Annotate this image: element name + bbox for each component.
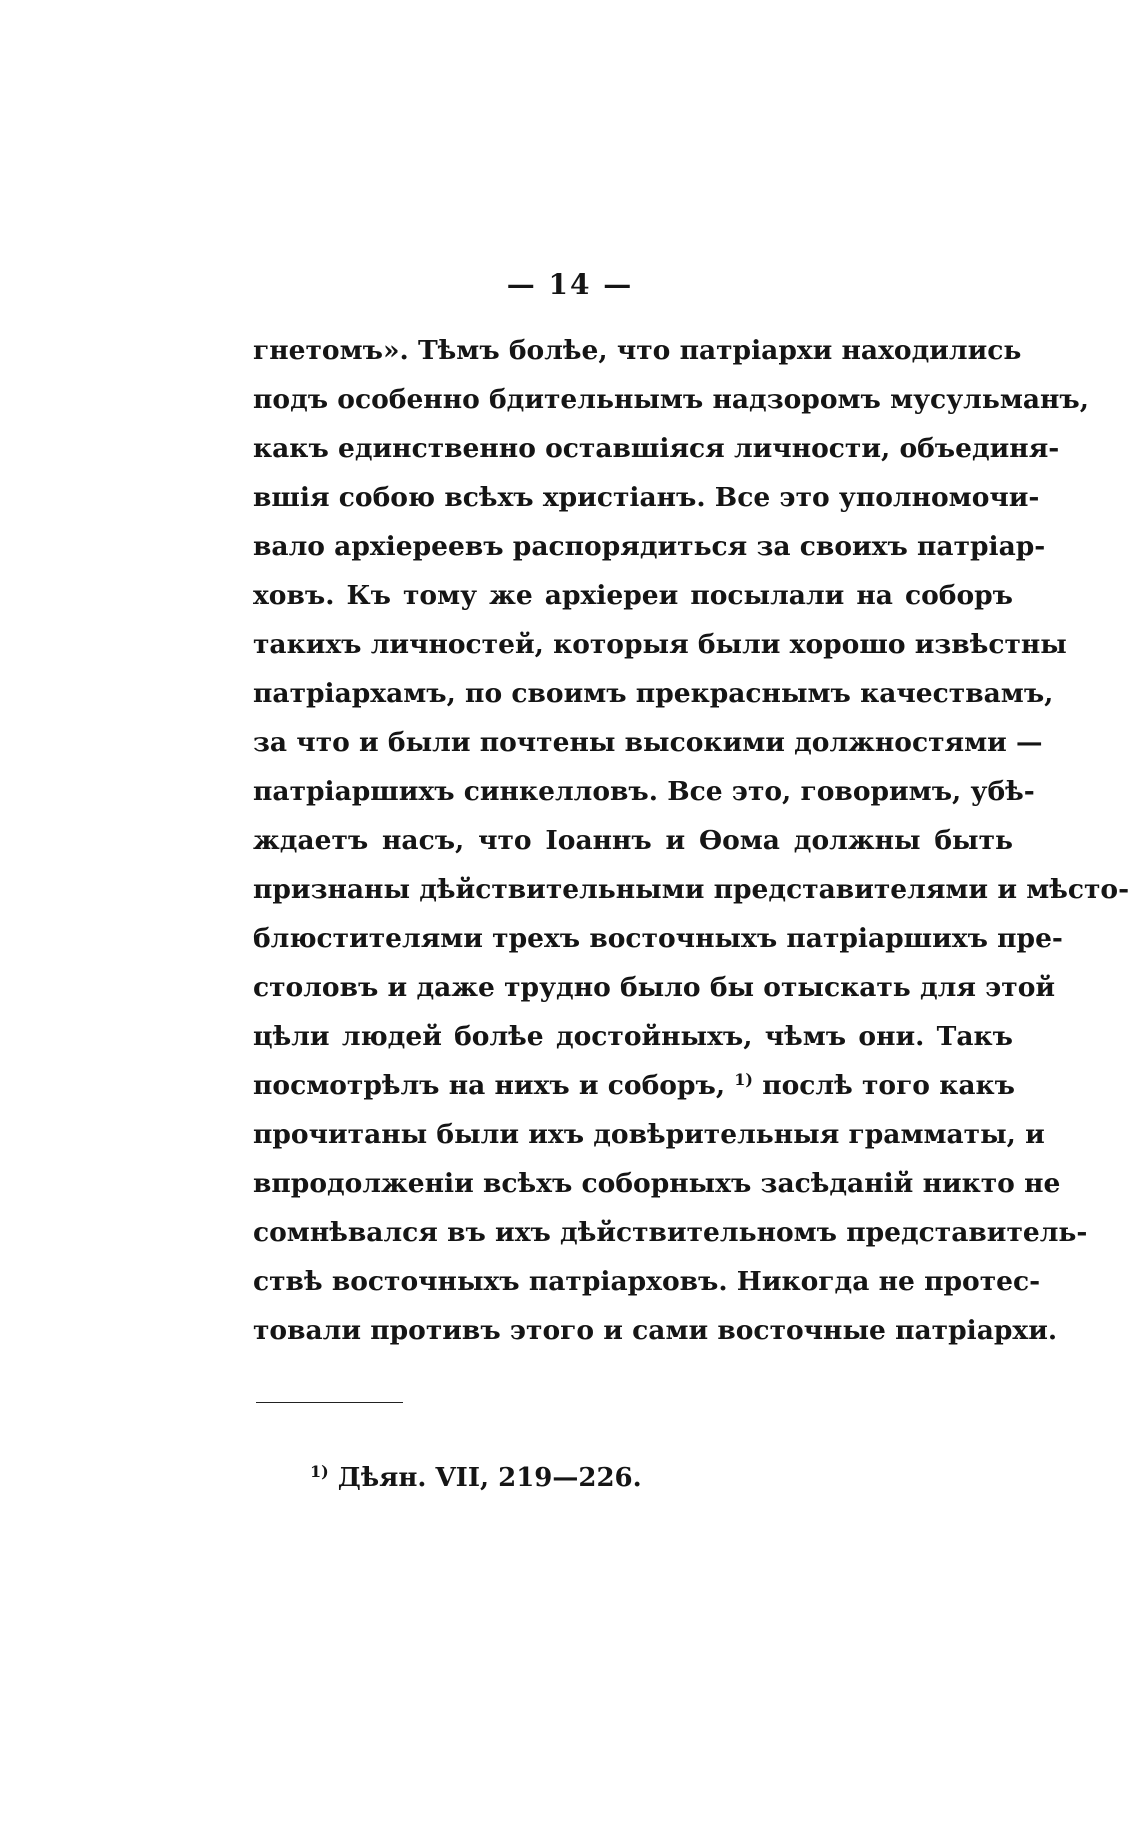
footnote-divider [256,1402,403,1403]
text-line: блюстителями трехъ восточныхъ патріаршихъ пре- [253,923,1063,954]
text-line: вшія собою всѣхъ христіанъ. Все это уполномочи- [253,482,1040,513]
text-line: сомнѣвался въ ихъ дѣйствительномъ представитель- [253,1217,1088,1248]
text-line: впродолженіи всѣхъ соборныхъ засѣданій никто не [253,1168,1061,1199]
text-line: ствѣ восточныхъ патріарховъ. Никогда не протес- [253,1266,1041,1297]
text-line: цѣли людей болѣе достойныхъ, чѣмъ они. Такъ [253,1021,1013,1052]
text-line-end: послѣ того какъ [762,1070,1015,1101]
text-line: товали противъ этого и сами восточные патріархи. [253,1315,1058,1346]
text-line-with-footnote [253,1061,1013,1110]
text-line: патріархамъ, по своимъ прекраснымъ качествамъ, [253,678,1054,709]
text-line: вало архіереевъ распорядиться за своихъ патріар- [253,531,1046,562]
text-line: патріаршихъ синкелловъ. Все это, говоримъ, убѣ- [253,776,1035,807]
text-line: такихъ личностей, которыя были хорошо извѣстны [253,629,1067,660]
footnote-text: Дѣян. VII, 219—226. [337,1463,642,1493]
text-line: признаны дѣйствительными представителями и мѣсто- [253,874,1130,905]
text-line: прочитаны были ихъ довѣрительныя грамматы, и [253,1119,1045,1150]
text-line: столовъ и даже трудно было бы отыскать для этой [253,972,1056,1003]
body-paragraph [253,326,1130,1355]
text-line-start: посмотрѣлъ на нихъ и соборъ, [253,1070,726,1101]
footnote [310,1463,642,1493]
text-line: гнетомъ». Тѣмъ болѣе, что патріархи находились [253,335,1022,366]
text-line: за что и были почтены высокими должностями — [253,727,1043,758]
text-line: подъ особенно бдительнымъ надзоромъ мусульманъ, [253,384,1089,415]
text-line: какъ единственно оставшіяся личности, объединя- [253,433,1060,464]
text-line: ждаетъ насъ, что Іоаннъ и Ѳома должны быть [253,825,1013,856]
footnote-reference[interactable]: 1) [734,1070,753,1089]
page-number: — 14 — [506,268,634,301]
footnote-marker: 1) [310,1462,329,1481]
text-line: ховъ. Къ тому же архіереи посылали на соборъ [253,580,1013,611]
